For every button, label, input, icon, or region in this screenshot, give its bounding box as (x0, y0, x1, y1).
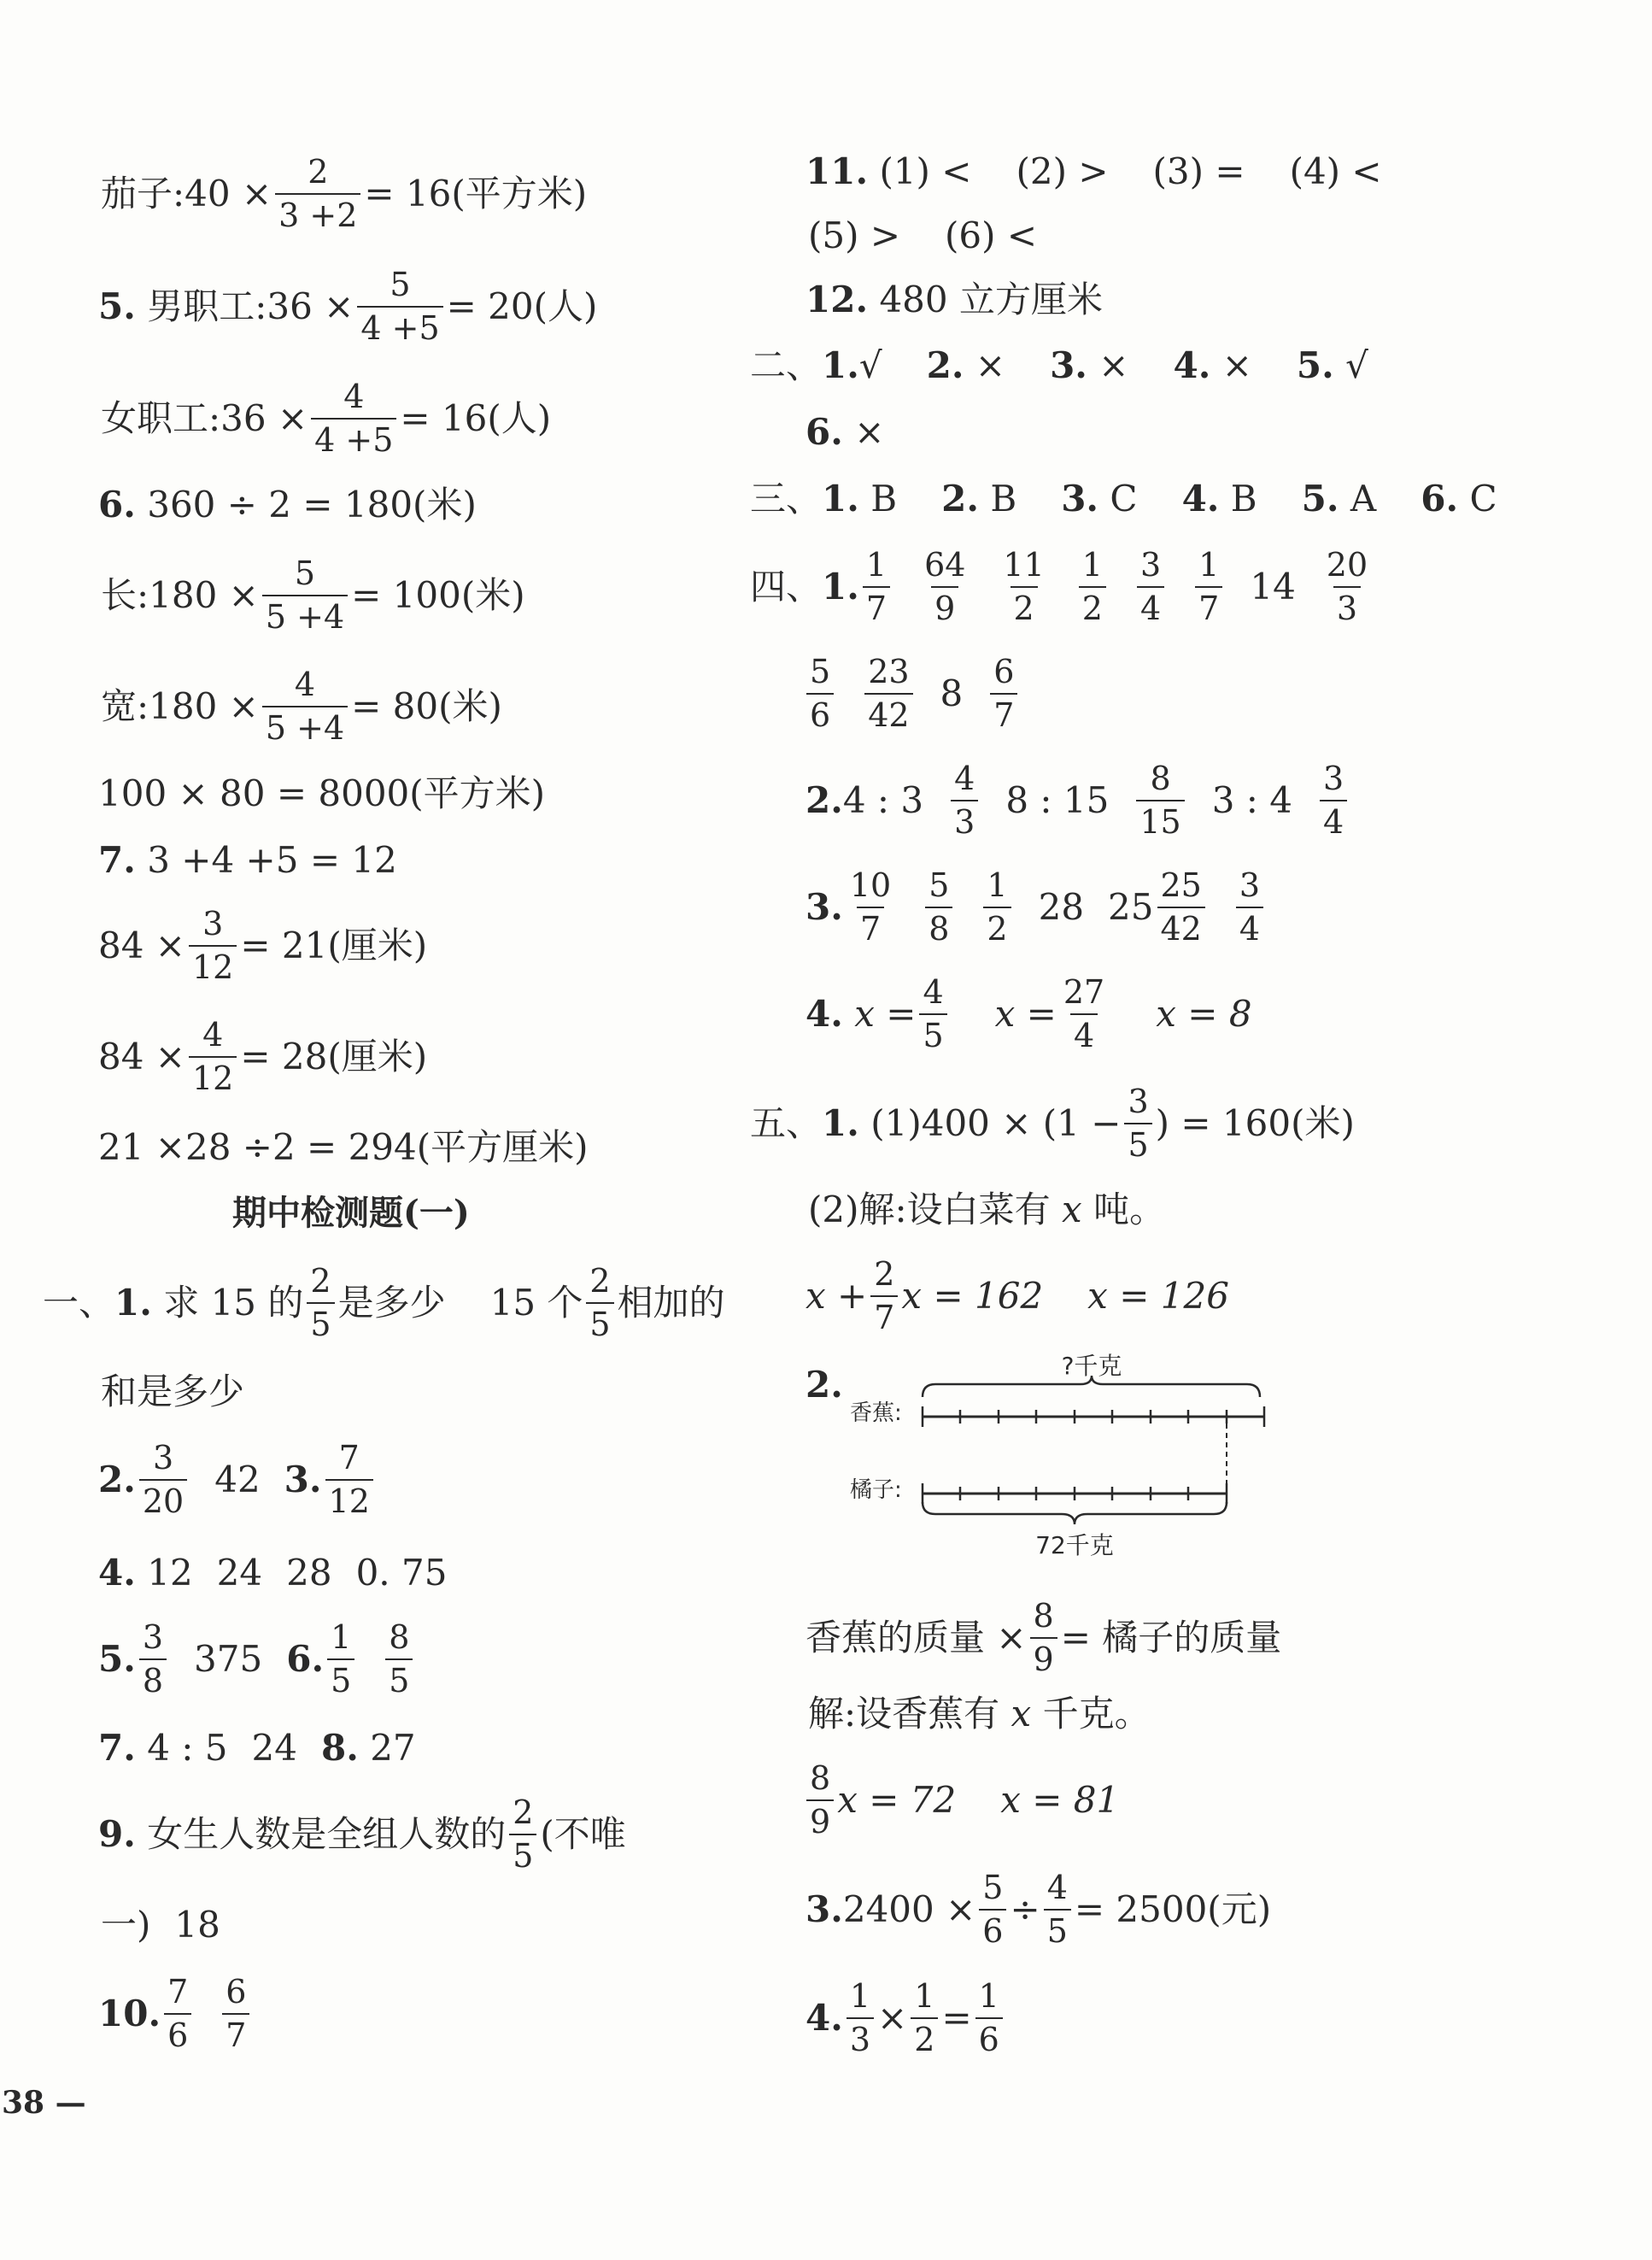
item-number: 1. (822, 565, 859, 608)
text: 15 个 (489, 1281, 583, 1324)
fraction: $\frac{1}{7}$ (1195, 547, 1222, 626)
text: (5) > (808, 214, 901, 256)
text: (1) < (879, 150, 972, 192)
fraction: $\frac{4}{5}$ (1044, 1870, 1071, 1949)
answer-line (98, 1440, 377, 1519)
text: 吨。 (1093, 1189, 1166, 1230)
answer-line (98, 906, 427, 985)
equation: x = 162 (901, 1274, 1044, 1317)
answer-line (98, 1126, 589, 1168)
answer-line (101, 379, 551, 458)
item-number: 7. (98, 1727, 136, 1769)
section-title (232, 1193, 470, 1233)
text: = 21(厘米) (240, 924, 428, 966)
text: × (877, 1996, 908, 2039)
fraction: $\frac{5}{5 +4}$ (262, 555, 348, 635)
text: 18 (174, 1904, 220, 1946)
text: 相加的 (617, 1281, 725, 1324)
answer-line (98, 1017, 427, 1096)
page-number: 38 — (2, 2085, 86, 2121)
item-number: 2. (805, 1364, 843, 1406)
item-number: 2. (98, 1458, 136, 1500)
fraction: $\frac{3}{20}$ (139, 1440, 187, 1519)
text: 28 (1038, 885, 1085, 928)
answer-line (805, 974, 1252, 1054)
item-number: 5. (1296, 344, 1334, 386)
bottom-label: 72千克 (1035, 1531, 1114, 1559)
fraction: $\frac{5}{6}$ (979, 1870, 1006, 1949)
item-number: 1. (822, 478, 859, 520)
fraction: $\frac{8}{15}$ (1136, 760, 1184, 840)
item-number: 6. (98, 484, 136, 525)
item-number: 7. (98, 839, 136, 881)
choice: C (1110, 478, 1138, 520)
section-number: 一、 (43, 1281, 115, 1324)
answer-line (98, 1552, 448, 1594)
text: 24 (251, 1727, 297, 1769)
text: ) = 160(米) (1155, 1101, 1355, 1144)
text: (不唯 (540, 1812, 626, 1855)
equation: x = 8 (1156, 992, 1252, 1035)
answer-line (805, 1598, 1281, 1677)
fraction: $\frac{1}{7}$ (863, 547, 890, 626)
fraction: $\frac{5}{4 +5}$ (357, 267, 442, 346)
mark: × (854, 411, 885, 453)
answer-line (43, 1263, 725, 1342)
text: = 16(人) (400, 396, 552, 439)
item-number: 3. (1050, 344, 1087, 386)
choice: A (1350, 478, 1377, 520)
fraction: $\frac{5}{8}$ (925, 867, 952, 947)
item-number: 11. (805, 150, 869, 192)
section-number: 二、 (750, 344, 823, 386)
text: 和是多少 (101, 1371, 245, 1412)
answer-line (803, 654, 1021, 733)
item-number: 3. (805, 885, 843, 928)
section-number: 四、 (750, 565, 823, 608)
text: = 20(人) (446, 285, 598, 327)
mark: √ (858, 344, 882, 386)
item-number: 1. (822, 1101, 859, 1144)
answer-line (98, 1974, 253, 2053)
fraction: $\frac{23}{42}$ (864, 654, 912, 733)
answer-line (101, 666, 502, 746)
text: = 28(厘米) (240, 1035, 428, 1077)
fraction: $\frac{2}{5}$ (307, 1263, 334, 1342)
text: (6) < (945, 214, 1038, 256)
text: (2)解:设白菜有 (808, 1189, 1051, 1230)
item-number: 3. (284, 1458, 322, 1500)
fraction: $\frac{8}{9}$ (1030, 1598, 1057, 1677)
item-number: 4. (1181, 478, 1220, 520)
item-number: 1. (822, 344, 859, 386)
fraction: $\frac{2}{7}$ (870, 1256, 898, 1335)
answer-line (808, 214, 1038, 256)
choice: C (1469, 478, 1497, 520)
fraction: $\frac{20}{3}$ (1326, 546, 1368, 627)
mark: √ (1345, 344, 1368, 386)
text: 香蕉的质量 × (805, 1616, 1027, 1658)
text: 25 (1108, 885, 1154, 928)
fraction: $\frac{5}{6}$ (806, 654, 834, 733)
text: 一) (101, 1904, 151, 1946)
answer-line (805, 1870, 1271, 1949)
text: 28 (286, 1552, 332, 1594)
fraction: $\frac{3}{12}$ (189, 906, 237, 985)
fraction: $\frac{4}{4 +5}$ (311, 379, 396, 458)
banana-label: 香蕉: (850, 1400, 902, 1426)
fraction: $\frac{4}{5}$ (919, 974, 946, 1054)
fraction: $\frac{64}{9}$ (924, 546, 966, 627)
text: 21 ×28 ÷2 = 294(平方厘米) (98, 1126, 589, 1168)
text: 千克。 (1042, 1693, 1151, 1735)
text: 女职工:36 × (101, 396, 308, 439)
fraction: $\frac{7}{12}$ (325, 1440, 373, 1519)
answer-line (805, 279, 1103, 320)
fraction: $\frac{8}{9}$ (806, 1760, 834, 1840)
item-number: 4. (98, 1552, 136, 1594)
top-brace (923, 1376, 1260, 1397)
answer-line (98, 1794, 626, 1874)
answer-line (805, 1978, 1006, 2057)
item-number: 12. (805, 279, 869, 320)
fraction: $\frac{1}{2}$ (983, 867, 1011, 947)
text: = 80(米) (351, 684, 502, 727)
item-number: 2. (926, 344, 964, 386)
answer-line (750, 344, 1368, 386)
variable: x (1011, 1693, 1032, 1735)
answer-line (98, 772, 546, 814)
item-number: 5. (98, 285, 136, 327)
text: 3 : 4 (1211, 778, 1293, 821)
text: 4 : 5 (147, 1727, 228, 1769)
text: (3) = (1152, 150, 1245, 192)
item-number: 10. (98, 1992, 161, 2034)
section-number: 三、 (750, 478, 823, 520)
item-number: 3. (805, 1887, 843, 1930)
text: 求 15 的 (163, 1281, 304, 1324)
fraction: $\frac{1}{6}$ (975, 1978, 1003, 2057)
text: ÷ (1010, 1887, 1040, 1930)
answer-line (101, 154, 587, 233)
item-number: 8. (320, 1727, 359, 1769)
section-number: 五、 (750, 1101, 823, 1144)
equation: x = 126 (1087, 1274, 1229, 1317)
text: 女生人数是全组人数的 (147, 1812, 507, 1855)
text: (4) < (1289, 150, 1382, 192)
text: 14 (1250, 565, 1296, 608)
item-number: 2. (805, 778, 843, 821)
fraction: $\frac{4}{3}$ (951, 760, 978, 840)
item-number: 6. (1421, 478, 1459, 520)
answer-line (98, 839, 397, 881)
mark: × (1221, 344, 1252, 386)
fraction: $\frac{1}{2}$ (911, 1978, 938, 2057)
fraction: $\frac{27}{4}$ (1063, 973, 1105, 1054)
answer-line (805, 867, 1267, 947)
answer-line (805, 411, 885, 453)
fraction: $\frac{4}{5 +4}$ (262, 666, 348, 746)
item-number: 2. (941, 478, 979, 520)
choice: B (870, 478, 898, 520)
line-segment-diagram (833, 1350, 1277, 1572)
answer-line (805, 1256, 1229, 1335)
item-number: 4. (1173, 344, 1211, 386)
orange-label: 橘子: (850, 1477, 902, 1503)
text: (2) > (1016, 150, 1109, 192)
mark: × (975, 344, 1006, 386)
fraction: $\frac{2}{3 +2}$ (275, 154, 360, 233)
text: 12 (147, 1552, 193, 1594)
text: 3 +4 +5 = 12 (147, 839, 397, 881)
fraction: $\frac{6}{7}$ (222, 1974, 249, 2053)
fraction: $\frac{3}{8}$ (139, 1619, 167, 1699)
choice: B (990, 478, 1017, 520)
text: 长:180 × (101, 573, 259, 616)
text: = 16(平方米) (364, 172, 588, 214)
answer-line (98, 1619, 416, 1699)
equation: x = 81 (1000, 1778, 1120, 1821)
choice: B (1230, 478, 1257, 520)
item-number: 1. (114, 1281, 152, 1324)
text: 360 ÷ 2 = 180(米) (147, 484, 477, 525)
equation: x = (994, 992, 1057, 1035)
mark: × (1098, 344, 1129, 386)
fraction: $\frac{10}{7}$ (849, 866, 892, 948)
text: 宽:180 × (101, 684, 259, 727)
text: = (941, 1996, 972, 2039)
fraction: $\frac{25}{42}$ (1157, 867, 1205, 947)
fraction: $\frac{11}{2}$ (1003, 546, 1045, 627)
text: 8 (940, 672, 964, 714)
fraction: $\frac{3}{4}$ (1137, 547, 1164, 626)
item-number: 4. (805, 992, 843, 1035)
item-number: 6. (805, 411, 843, 453)
answer-line (101, 555, 525, 635)
fraction: $\frac{4}{12}$ (189, 1017, 237, 1096)
text: 84 × (98, 1035, 185, 1077)
answer-line (101, 1371, 245, 1412)
fraction: $\frac{1}{5}$ (327, 1619, 354, 1699)
fraction: $\frac{2}{5}$ (586, 1263, 613, 1342)
text: = 2500(元) (1074, 1887, 1272, 1930)
text: 2400 × (842, 1887, 976, 1930)
equation: x = 72 (837, 1778, 957, 1821)
answer-line (98, 484, 477, 525)
text: 解:设香蕉有 (808, 1693, 1000, 1735)
item-number: 6. (286, 1637, 325, 1680)
text: = 100(米) (351, 573, 525, 616)
answer-line (101, 1904, 220, 1946)
answer-line (750, 1083, 1355, 1163)
fraction: $\frac{1}{3}$ (847, 1978, 874, 2057)
equation: x + (805, 1274, 868, 1317)
text: 100 × 80 = 8000(平方米) (98, 772, 546, 814)
fraction: $\frac{3}{4}$ (1236, 867, 1263, 947)
bottom-brace (923, 1502, 1227, 1524)
text: 是多少 (337, 1281, 446, 1324)
fraction: $\frac{3}{4}$ (1320, 760, 1347, 840)
answer-line (98, 1727, 416, 1769)
text: 84 × (98, 924, 185, 966)
text: 0. 75 (355, 1552, 448, 1594)
title-text: 期中检测题(一) (232, 1193, 470, 1233)
text: 480 立方厘米 (879, 279, 1103, 320)
text: 男职工:36 × (147, 285, 354, 327)
text: 375 (194, 1637, 263, 1680)
item-number: 3. (1061, 478, 1099, 520)
item-number: 9. (98, 1812, 136, 1855)
answer-line (808, 1693, 1151, 1735)
answer-line (805, 760, 1350, 840)
answer-line (750, 478, 1497, 520)
answer-line (98, 267, 597, 346)
text: 42 (214, 1458, 261, 1500)
equation: x = (854, 992, 917, 1035)
answer-line (805, 150, 1382, 192)
fraction: $\frac{6}{7}$ (990, 654, 1017, 733)
text: (1)400 × (1 − (870, 1101, 1122, 1144)
text: = 橘子的质量 (1060, 1616, 1282, 1658)
answer-line (803, 1760, 1119, 1840)
item-number: 4. (805, 1996, 843, 2039)
top-label: ?千克 (1061, 1352, 1122, 1380)
fraction: $\frac{1}{2}$ (1079, 547, 1106, 626)
answer-line (750, 547, 1374, 626)
fraction: $\frac{7}{6}$ (164, 1974, 191, 2053)
text: 茄子:40 × (101, 172, 272, 214)
answer-line (808, 1189, 1166, 1230)
item-number: 5. (98, 1637, 136, 1680)
text: 4 : 3 (842, 778, 924, 821)
variable: x (1062, 1189, 1082, 1230)
text: 27 (370, 1727, 416, 1769)
fraction: $\frac{2}{5}$ (509, 1794, 536, 1874)
fraction: $\frac{8}{5}$ (385, 1619, 413, 1699)
text: 8 : 15 (1005, 778, 1110, 821)
fraction: $\frac{3}{5}$ (1124, 1083, 1151, 1163)
item-number: 5. (1301, 478, 1339, 520)
text: 24 (216, 1552, 263, 1594)
